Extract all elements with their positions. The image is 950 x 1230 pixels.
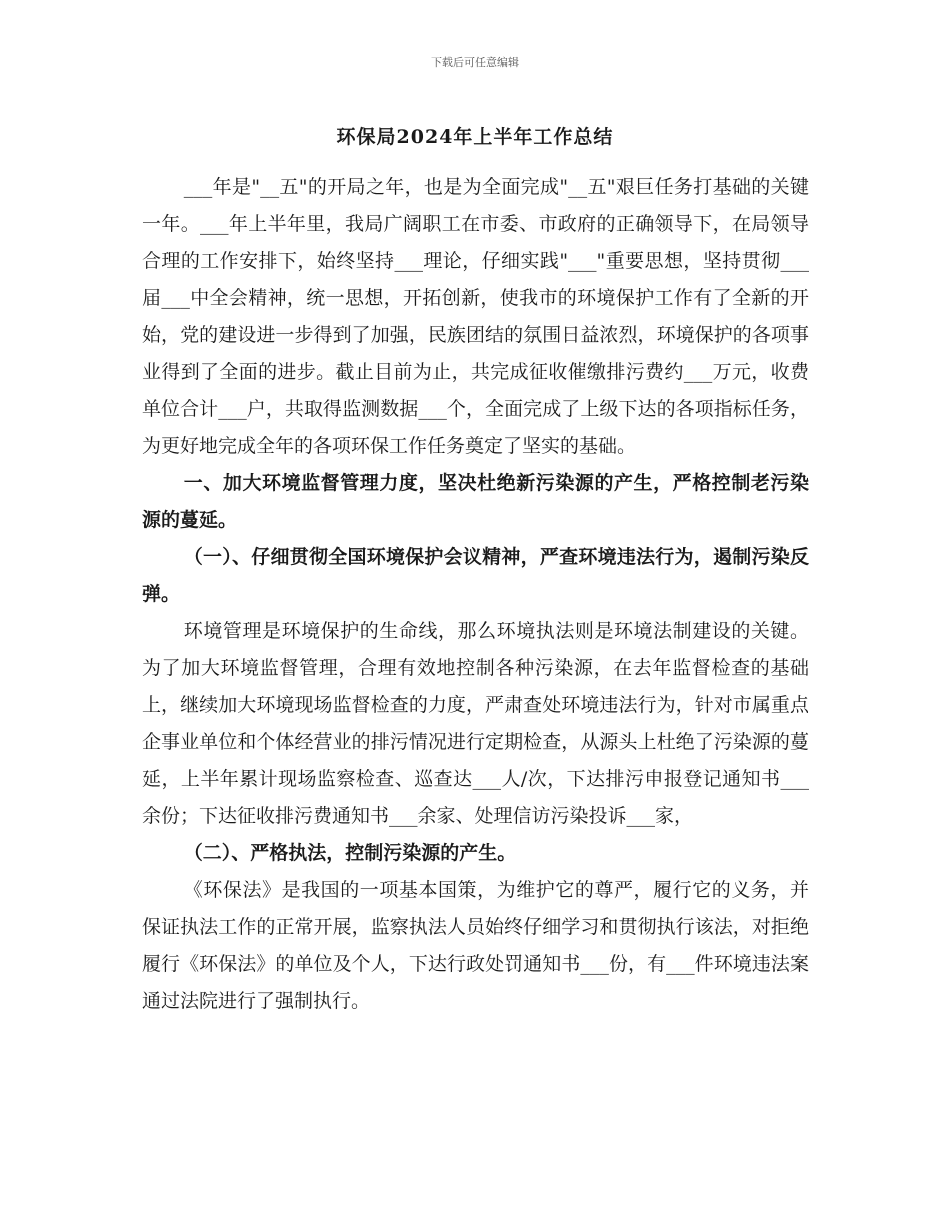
- subsection-heading-2: （二）、严格执法，控制污染源的产生。: [183, 842, 517, 864]
- paragraph-environment-management: 环境管理是环境保护的生命线，那么环境执法则是环境法制建设的关键。为了加大环境监督管理，合理有效地控制各种污染源，在去年监督检查的基础上，继续加大环境现场监督检查的力度，严肃查处环境违法行为，针对市属重点企事业单位和个体经营业的排污情况进行定期检查，从源头上杜绝了污染源的蔓延，上半年累计现场监察检查、巡查达___人/次，下达排污申报登记通知书___余份；下达征收排污费通知书___余家、处理信访污染投诉___家，: [142, 620, 809, 827]
- paragraph-environmental-law: 《环保法》是我国的一项基本国策，为维护它的尊严，履行它的义务，并保证执法工作的正常开展，监察执法人员始终仔细学习和贯彻执行该法，对拒绝履行《环保法》的单位及个人，下达行政处罚通知书___份，有___件环境违法案通过法院进行了强制执行。: [142, 879, 809, 1012]
- paragraph-intro: ___年是"__五"的开局之年，也是为全面完成"__五"艰巨任务打基础的关键一年。___年上半年里，我局广阔职工在市委、市政府的正确领导下，在局领导合理的工作安排下，始终坚持___理论，仔细实践"___"重要思想，坚持贯彻___届___中全会精神，统一思想，开拓创新，使我市的环境保护工作有了全新的开始，党的建设进一步得到了加强，民族团结的氛围日益浓烈，环境保护的各项事业得到了全面的进步。截止目前为止，共完成征收催缴排污费约___万元，收费单位合计___户，共取得监测数据___个，全面完成了上级下达的各项指标任务，为更好地完成全年的各项环保工作任务奠定了坚实的基础。: [142, 176, 809, 457]
- subsection-heading-1: （一）、仔细贯彻全国环境保护会议精神，严查环境违法行为，遏制污染反弹。: [142, 546, 809, 605]
- document-body: [142, 169, 809, 1020]
- page-header: 下载后可任意编辑: [431, 56, 519, 69]
- section-heading-1: 一、加大环境监督管理力度，坚决杜绝新污染源的产生，严格控制老污染源的蔓延。: [142, 472, 809, 531]
- document-title: 环保局2024年上半年工作总结: [336, 126, 614, 148]
